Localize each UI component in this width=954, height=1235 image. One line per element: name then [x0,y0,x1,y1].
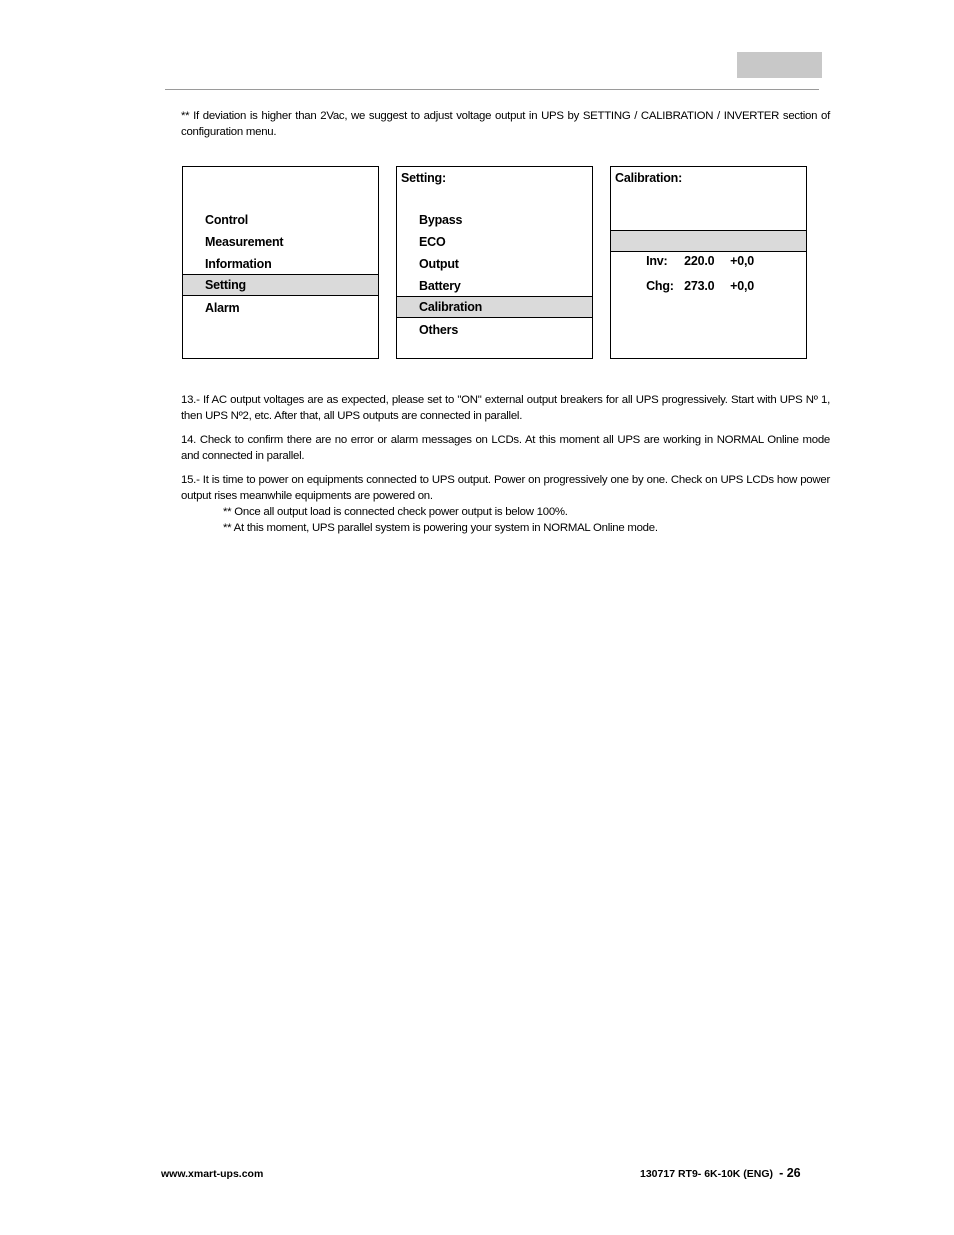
setting-item-output: Output [419,257,459,271]
setting-item-eco: ECO [419,235,446,249]
calibration-label: Inv: [646,254,668,268]
header-divider [165,89,819,90]
step-15-paragraph: 15.- It is time to power on equipments connected to UPS output. Power on progressively one by one. Check on UPS LCDs how power output rises meanwhile equipments are powered on. [181,474,830,502]
step-15-note-2: ** At this moment, UPS parallel system is powering your system in NORMAL Online mode. [223,522,658,534]
menu-item-information: Information [205,257,272,271]
setting-item-calibration-selected: Calibration [397,296,592,318]
setting-item-bypass: Bypass [419,213,463,227]
footer-page-number: - 26 [779,1166,801,1180]
setting-item-others: Others [419,323,459,337]
calibration-row-chg [611,253,806,293]
lcd-main-menu-panel [182,166,379,359]
step-15-note-1: ** Once all output load is connected check power output is below 100%. [223,506,568,518]
setting-item-battery: Battery [419,279,461,293]
footer-website: www.xmart-ups.com [161,1168,264,1180]
menu-item-alarm: Alarm [205,301,240,315]
calibration-row-inv-selected [611,230,806,268]
calibration-row-batt [611,209,806,231]
footer-doc-code: 130717 RT9- 6K-10K (ENG) [640,1168,774,1180]
step-14-paragraph: 14. Check to confirm there are no error or alarm messages on LCDs. At this moment all UPS are working in NORMAL Online mode and connected in parallel. [181,434,830,462]
calibration-value: 220.0 [684,254,715,268]
header-tab-box [737,52,822,78]
step-13-paragraph: 13.- If AC output voltages are as expected, please set to "ON" external output breakers for all UPS progressively. Start with UPS Nº 1, then UPS Nº2, etc. After that, all UPS outputs are connected in parallel. [181,394,830,422]
calibration-panel-title: Calibration: [615,171,683,185]
calibration-offset: +0,0 [730,279,754,293]
lcd-setting-menu-panel [396,166,593,359]
menu-item-measurement: Measurement [205,235,284,249]
intro-note: ** If deviation is higher than 2Vac, we suggest to adjust voltage output in UPS by SETTING / CALIBRATION / INVERTER section of configuration menu. [181,110,830,138]
menu-item-setting-selected: Setting [183,274,378,296]
calibration-label: Chg: [646,279,674,293]
menu-item-control: Control [205,213,249,227]
setting-panel-title: Setting: [401,171,446,185]
calibration-value: 273.0 [684,279,715,293]
lcd-calibration-panel [610,166,807,359]
footer-doc-info [640,1166,801,1180]
calibration-offset: +0,0 [730,254,754,268]
